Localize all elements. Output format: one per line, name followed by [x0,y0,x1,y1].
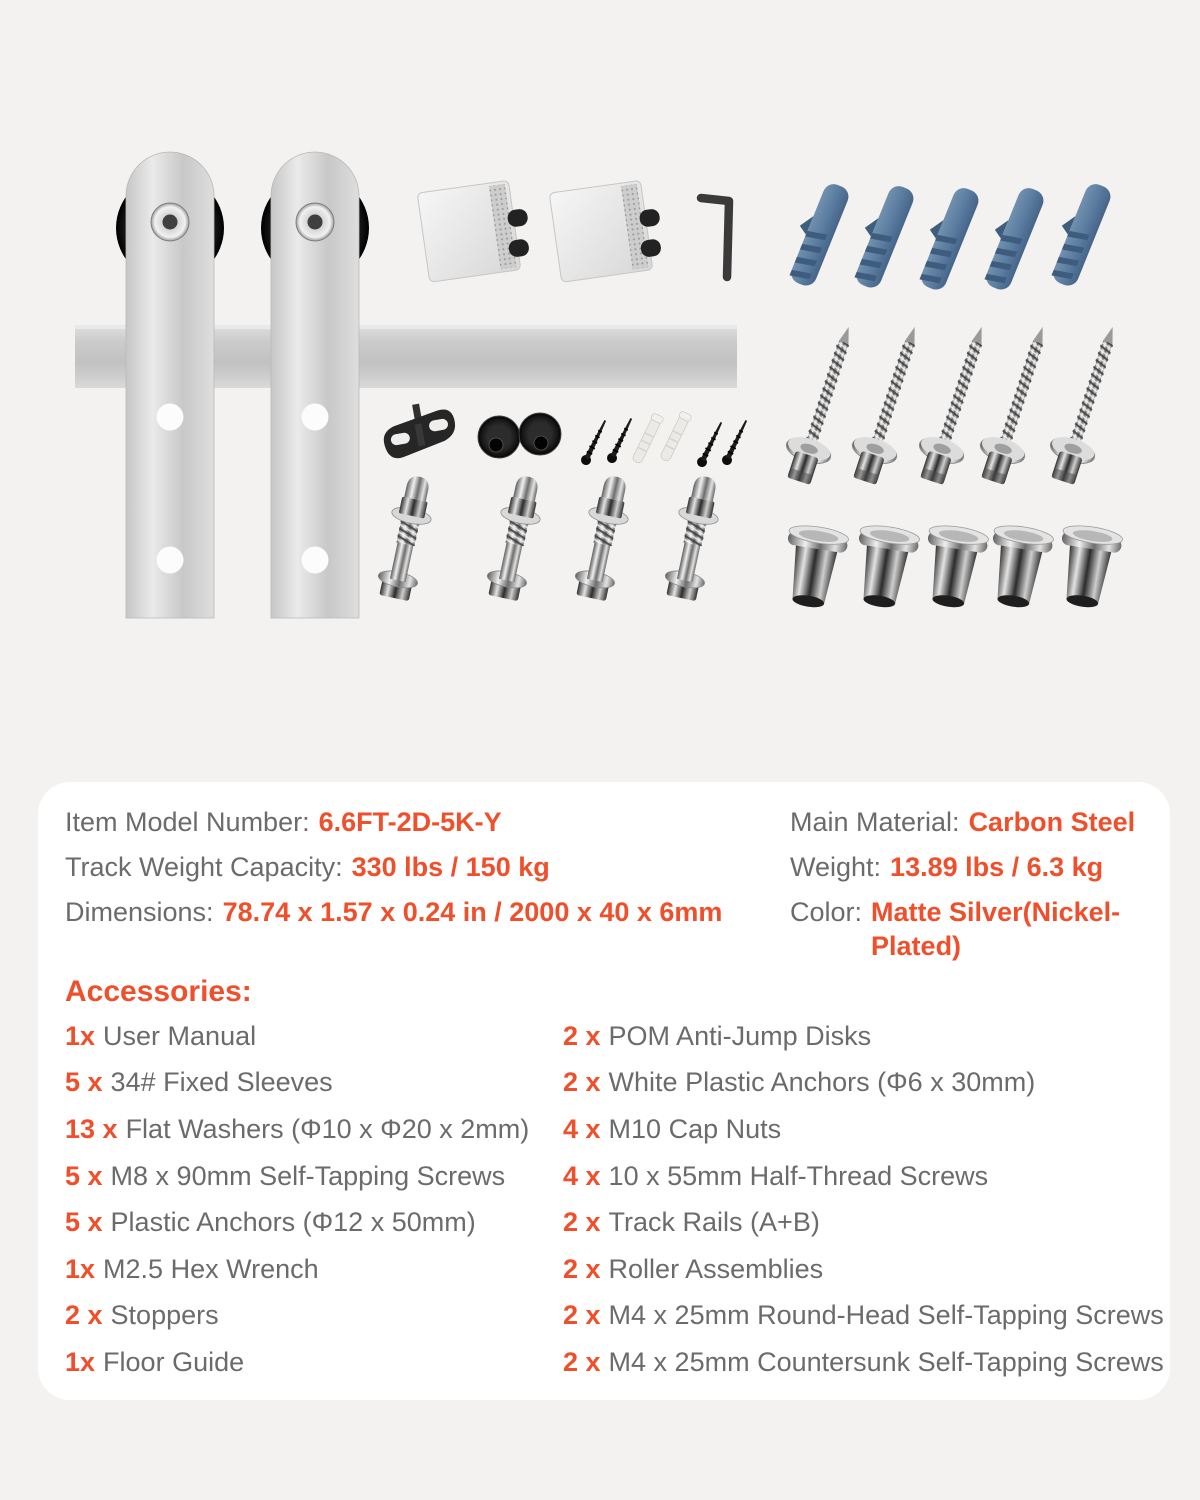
white-plastic-anchors-graphic [631,411,693,465]
accessory-label: Flat Washers (Φ10 x Φ20 x 2mm) [125,1113,530,1144]
accessories-heading: Accessories: [65,975,252,1008]
small-screws-graphic [579,416,635,466]
accessory-label: Floor Guide [103,1346,245,1377]
accessories-column-left [65,1013,529,1386]
accessory-item [563,1060,1164,1107]
accessory-item [65,1013,529,1060]
accessory-item [65,1060,529,1107]
spec-row-weight [790,850,1176,884]
half-thread-bolts-graphic [374,473,726,603]
accessory-item [563,1013,1164,1060]
spec-value: Matte Silver(Nickel-Plated) [871,897,1121,961]
accessory-label: White Plastic Anchors (Φ6 x 30mm) [608,1067,1036,1098]
accessory-item [563,1199,1164,1246]
accessory-item [65,1246,529,1293]
accessory-qty: 2 x [65,1300,103,1331]
spec-column-right [790,805,1176,974]
accessory-item [563,1339,1164,1386]
accessory-item [65,1106,529,1153]
small-screws-graphic-2 [695,418,750,468]
accessory-qty: 2 x [563,1253,601,1284]
spec-label: Weight: [790,852,882,882]
spec-row-material [790,805,1176,839]
accessory-item [563,1293,1164,1340]
spec-label: Dimensions: [65,897,214,927]
accessory-label: 10 x 55mm Half-Thread Screws [608,1160,989,1191]
spec-label: Item Model Number: [65,807,310,837]
accessory-qty: 5 x [65,1067,103,1098]
accessory-qty: 2 x [563,1346,601,1377]
spec-value: 78.74 x 1.57 x 0.24 in / 2000 x 40 x 6mm [222,897,723,927]
anti-jump-disks-graphic [478,413,561,458]
accessory-qty: 2 x [563,1020,601,1051]
accessory-label: M2.5 Hex Wrench [103,1253,319,1284]
spec-row-color [790,895,1176,963]
accessory-qty: 5 x [65,1160,103,1191]
spec-column-left [65,805,722,940]
self-tapping-screws-graphic [777,320,1135,488]
accessory-qty: 5 x [65,1207,103,1238]
accessory-label: POM Anti-Jump Disks [608,1020,872,1051]
accessory-item [65,1153,529,1200]
accessory-qty: 4 x [563,1113,601,1144]
spec-label: Track Weight Capacity: [65,852,343,882]
fixed-sleeves-graphic [778,522,1124,611]
accessory-label: 34# Fixed Sleeves [110,1067,333,1098]
accessory-item [563,1153,1164,1200]
accessories-column-right [563,1013,1164,1386]
spec-row-model [65,805,722,839]
spec-row-capacity [65,850,722,884]
accessory-label: Plastic Anchors (Φ12 x 50mm) [110,1207,476,1238]
stopper-block-graphic [417,178,666,282]
spec-value: 6.6FT-2D-5K-Y [318,807,502,837]
accessory-qty: 1x [65,1020,96,1051]
accessory-qty: 2 x [563,1300,601,1331]
blue-plastic-anchors-graphic [780,177,1114,292]
accessory-qty: 2 x [563,1207,601,1238]
spec-value: 330 lbs / 150 kg [351,852,550,882]
accessory-qty: 13 x [65,1113,118,1144]
accessory-label: Roller Assemblies [608,1253,824,1284]
accessory-label: M10 Cap Nuts [608,1113,782,1144]
accessory-qty: 1x [65,1346,96,1377]
accessory-label: Stoppers [110,1300,219,1331]
accessory-label: Track Rails (A+B) [608,1207,820,1238]
spec-label: Main Material: [790,807,960,837]
spec-label: Color: [790,897,863,927]
accessory-item [563,1106,1164,1153]
accessory-item [563,1246,1164,1293]
accessory-label: M4 x 25mm Round-Head Self-Tapping Screws [608,1300,1164,1331]
accessory-item [65,1293,529,1340]
accessory-qty: 2 x [563,1067,601,1098]
accessory-qty: 1x [65,1253,96,1284]
accessory-item [65,1199,529,1246]
accessory-qty: 4 x [563,1160,601,1191]
spec-value: 13.89 lbs / 6.3 kg [890,852,1104,882]
accessory-label: M8 x 90mm Self-Tapping Screws [110,1160,506,1191]
accessory-label: M4 x 25mm Countersunk Self-Tapping Screws [608,1346,1164,1377]
accessory-label: User Manual [103,1020,257,1051]
spec-value: Carbon Steel [968,807,1136,837]
spec-row-dimensions [65,895,722,929]
floor-guide-graphic [378,398,459,460]
accessory-item [65,1339,529,1386]
hex-wrench-graphic [701,198,729,277]
